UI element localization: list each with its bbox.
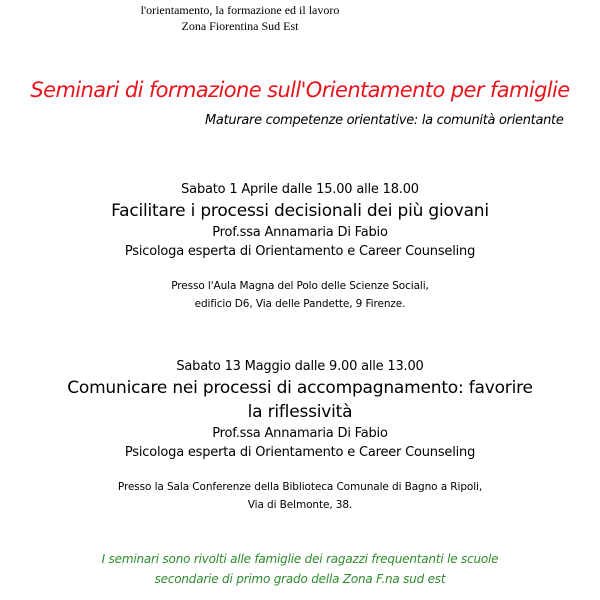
seminar-speaker-role: Psicologa esperta di Orientamento e Career Counseling (124, 445, 476, 460)
seminar-date: Sabato 1 Aprile dalle 15.00 alle 18.00 (181, 182, 419, 197)
footer-note (0, 549, 600, 589)
seminar-title-line-1: Comunicare nei processi di accompagnamento: favorire (67, 378, 533, 398)
seminar-1 (0, 182, 600, 313)
seminar-title: Facilitare i processi decisionali dei più giovani (111, 201, 489, 221)
seminar-title-line-2: la riflessività (247, 402, 353, 422)
seminar-venue-line-1: Presso la Sala Conferenze della Biblioteca Comunale di Bagno a Ripoli, (117, 481, 483, 493)
seminar-speaker-role: Psicologa esperta di Orientamento e Career Counseling (124, 244, 476, 259)
seminar-speaker: Prof.ssa Annamaria Di Fabio (212, 225, 388, 240)
seminar-venue-line-2: edificio D6, Via delle Pandette, 9 Firenze. (194, 298, 406, 310)
seminar-2 (0, 359, 600, 514)
seminar-speaker: Prof.ssa Annamaria Di Fabio (212, 426, 388, 441)
main-title: Seminari di formazione sull'Orientamento per famiglie (30, 78, 570, 102)
seminar-date: Sabato 13 Maggio dalle 9.00 alle 13.00 (176, 359, 424, 374)
footer-line-2: secondarie di primo grado della Zona F.na sud est (154, 572, 446, 586)
seminar-venue-line-2: Via di Belmonte, 38. (247, 499, 353, 511)
seminar-venue-line-1: Presso l'Aula Magna del Polo delle Scienze Sociali, (171, 280, 429, 292)
subtitle: Maturare competenze orientative: la comunità orientante (205, 113, 564, 128)
header-line-1: l'orientamento, la formazione ed il lavoro (140, 3, 340, 17)
footer-line-1: I seminari sono rivolti alle famiglie dei ragazzi frequentanti le scuole (101, 552, 499, 566)
header-line-2: Zona Fiorentina Sud Est (181, 19, 299, 33)
